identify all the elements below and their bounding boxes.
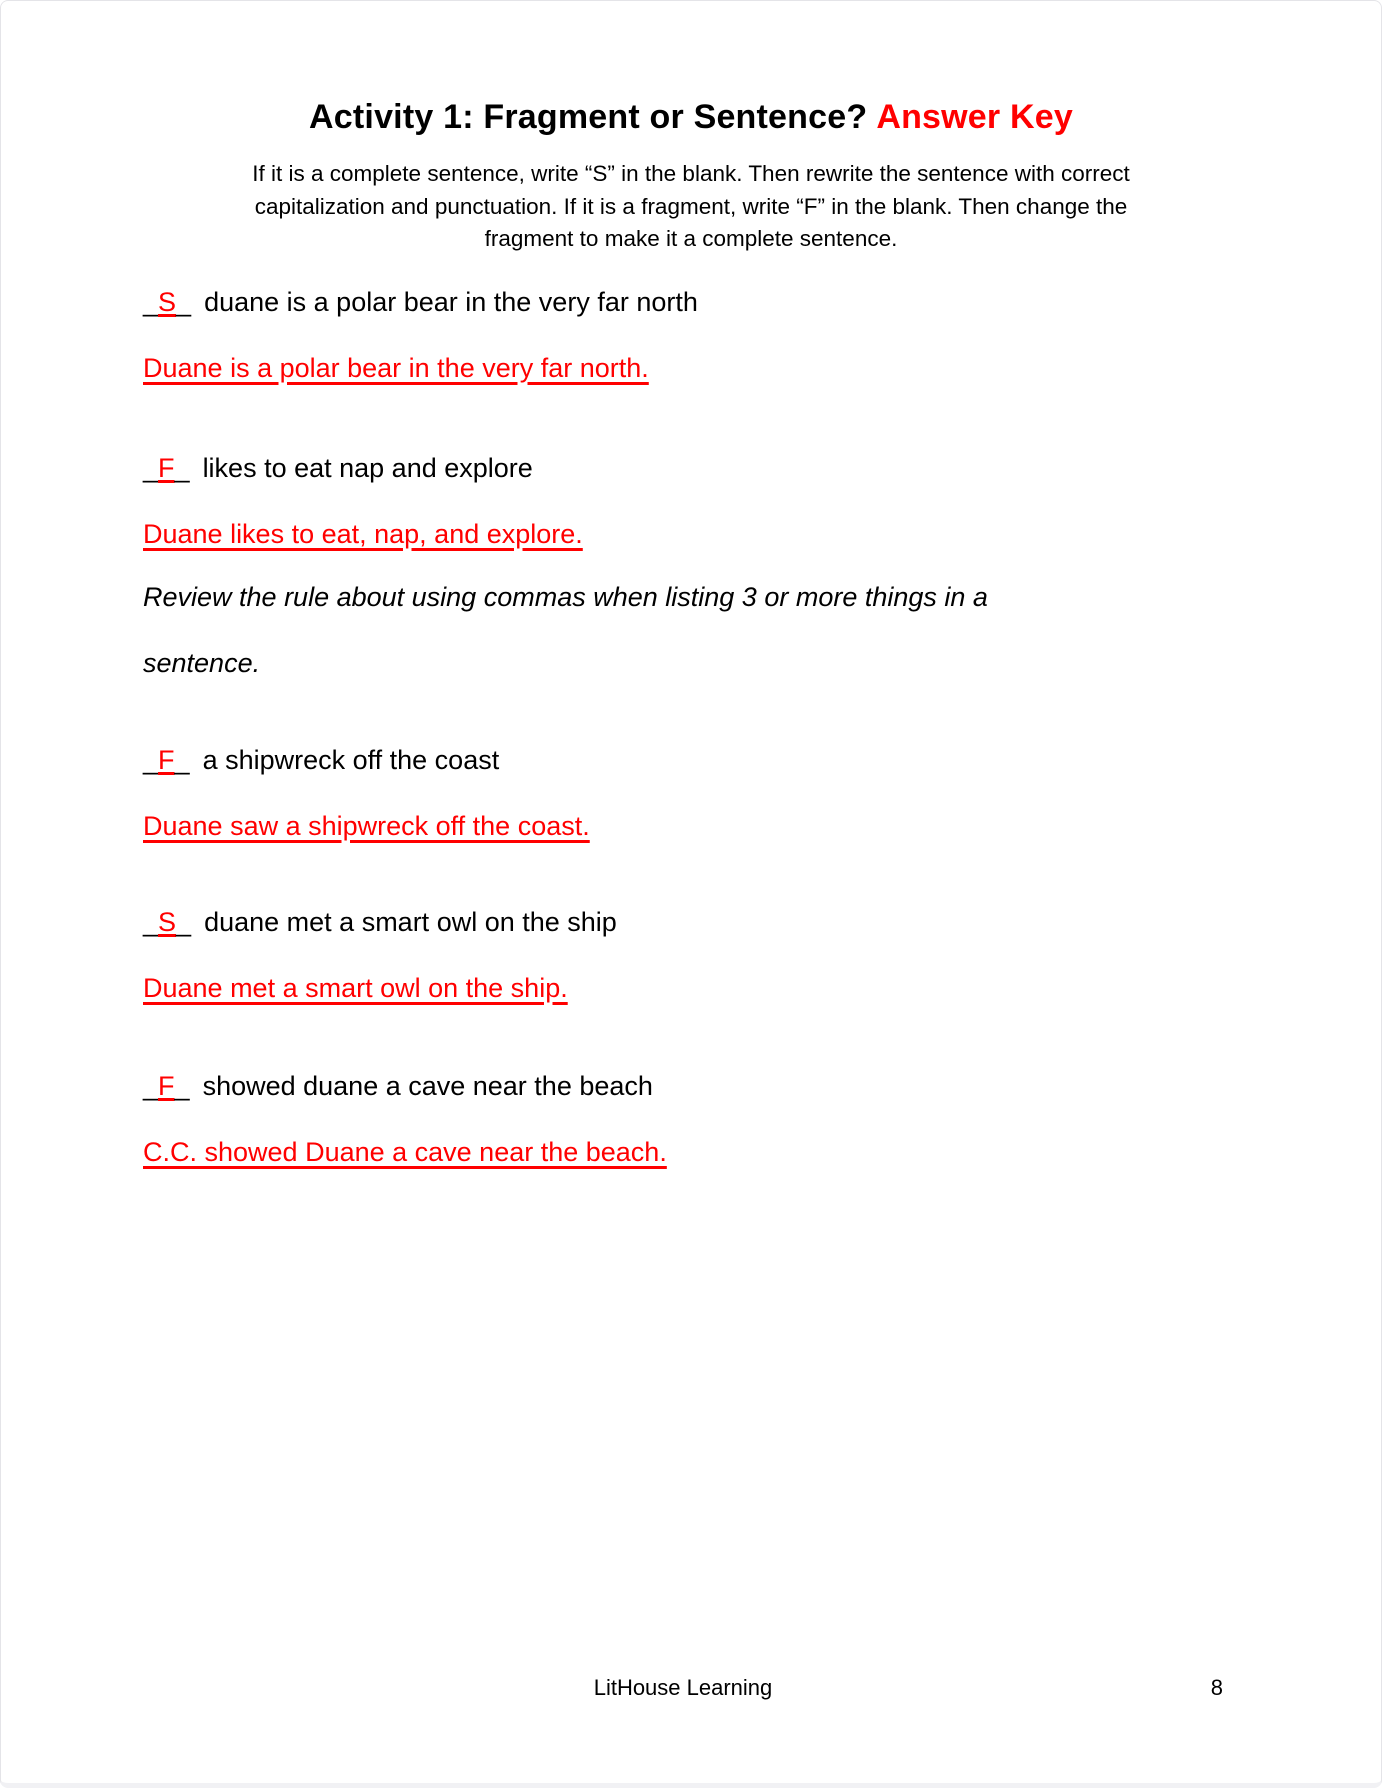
exercise-item: [143, 742, 1239, 844]
answer-mark: S: [158, 906, 177, 937]
prompt-text: a shipwreck off the coast: [202, 744, 500, 775]
answer-line: Duane likes to eat, nap, and explore.: [143, 518, 583, 549]
answer-line: Duane saw a shipwreck off the coast.: [143, 810, 590, 841]
prompt-line: [143, 450, 1239, 486]
title-answer-key-label: Answer Key: [876, 98, 1073, 136]
exercise-item: [143, 904, 1239, 1006]
blank-underscore: _: [174, 1070, 190, 1101]
blank-underscore: _: [174, 452, 190, 483]
prompt-text: duane met a smart owl on the ship: [204, 906, 617, 937]
blank-underscore: _: [143, 286, 159, 317]
blank-underscore: _: [143, 744, 159, 775]
page-content: [1, 97, 1381, 1170]
teacher-note: Review the rule about using commas when listing 3 or more things in a sentence.: [143, 581, 988, 678]
prompt-text: duane is a polar bear in the very far north: [204, 286, 698, 317]
footer-brand: LitHouse Learning: [593, 1675, 773, 1700]
exercise-item: [143, 284, 1239, 386]
page-number: 8: [1210, 1675, 1223, 1700]
answer-line: Duane met a smart owl on the ship.: [143, 972, 568, 1003]
prompt-line: [143, 742, 1239, 778]
answer-line: Duane is a polar bear in the very far north.: [143, 352, 649, 383]
answer-blank: [143, 453, 190, 483]
prompt-text: likes to eat nap and explore: [202, 452, 533, 483]
prompt-line: [143, 284, 1239, 320]
instructions-text: If it is a complete sentence, write “S” in the blank. Then rewrite the sentence with correct capitalization and punctuation. If it is a fragment, write “F” in the blank. Then change the fragment to make it a complete sentence.: [252, 161, 1130, 251]
answer-blank: [143, 907, 191, 937]
blank-underscore: _: [143, 452, 159, 483]
prompt-line: [143, 904, 1239, 940]
answer-mark: F: [158, 452, 175, 483]
blank-underscore: _: [176, 286, 192, 317]
blank-underscore: _: [174, 744, 190, 775]
answer-blank: [143, 1071, 190, 1101]
answer-mark: F: [158, 744, 175, 775]
answer-blank: [143, 287, 191, 317]
blank-underscore: _: [176, 906, 192, 937]
blank-underscore: _: [143, 906, 159, 937]
answer-line: C.C. showed Duane a cave near the beach.: [143, 1136, 667, 1167]
blank-underscore: _: [143, 1070, 159, 1101]
exercise-item: [143, 450, 1239, 696]
exercise-item: [143, 1068, 1239, 1170]
title-text: Activity 1: Fragment or Sentence?: [309, 98, 868, 136]
page-footer: [143, 1673, 1223, 1703]
prompt-text: showed duane a cave near the beach: [202, 1070, 653, 1101]
prompt-line: [143, 1068, 1239, 1104]
answer-mark: S: [158, 286, 177, 317]
page-title: [143, 97, 1239, 137]
answer-blank: [143, 745, 190, 775]
answer-mark: F: [158, 1070, 175, 1101]
